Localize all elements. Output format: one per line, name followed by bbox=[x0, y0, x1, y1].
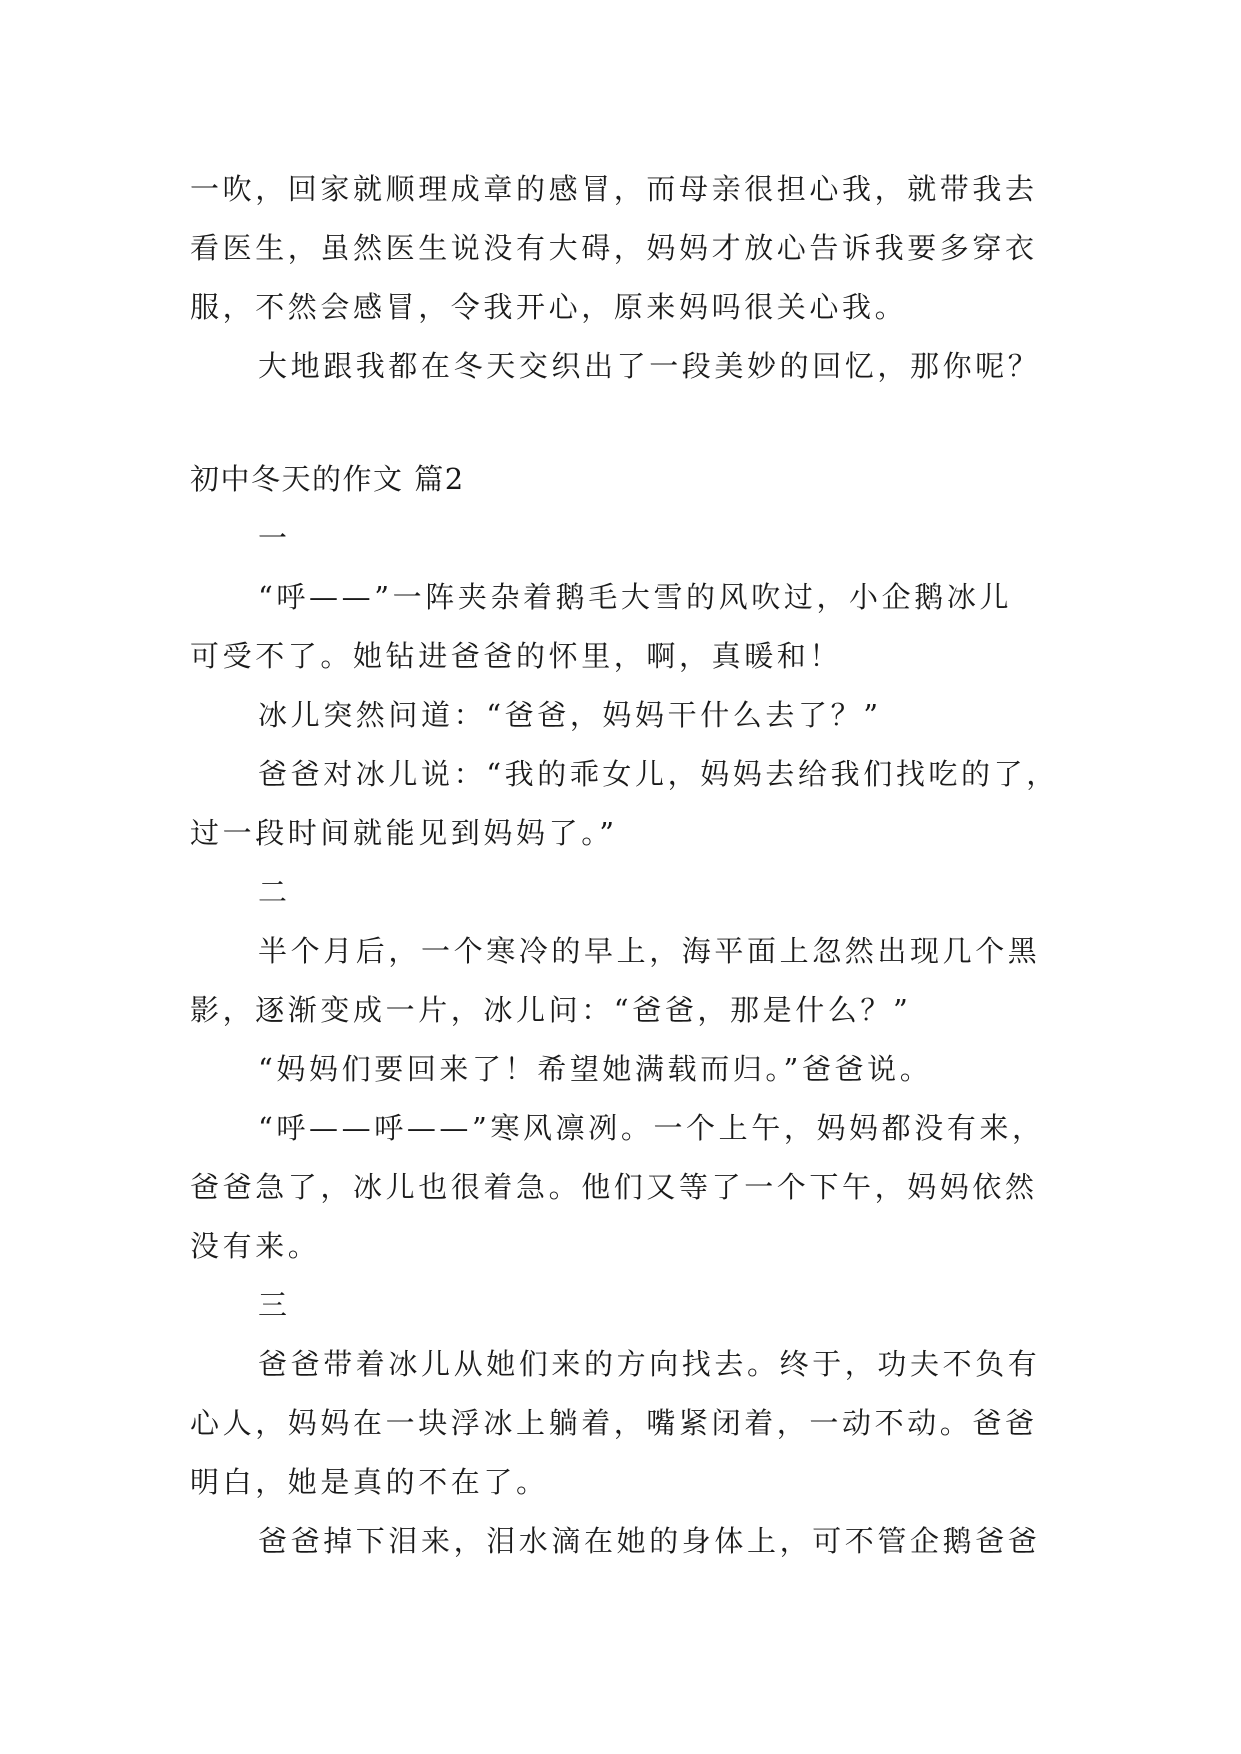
paragraph-line: 爸爸对冰儿说：“我的乖女儿，妈妈去给我们找吃的了， bbox=[258, 757, 1059, 791]
paragraph-line: 冰儿突然问道：“爸爸，妈妈干什么去了？” bbox=[258, 698, 882, 732]
paragraph-line: 心人，妈妈在一块浮冰上躺着，嘴紧闭着，一动不动。爸爸 bbox=[190, 1406, 1038, 1440]
section-marker: 一 bbox=[258, 521, 291, 555]
paragraph-line: 影，逐渐变成一片，冰儿问：“爸爸，那是什么？” bbox=[190, 993, 912, 1027]
section-marker: 二 bbox=[258, 875, 291, 909]
section-gap bbox=[190, 396, 1060, 450]
closing-line: 大地跟我都在冬天交织出了一段美妙的回忆，那你呢？ bbox=[258, 349, 1041, 383]
paragraph-line: 爸爸带着冰儿从她们来的方向找去。终于，功夫不负有 bbox=[258, 1347, 1041, 1381]
paragraph-line: 明白，她是真的不在了。 bbox=[190, 1465, 549, 1499]
section-marker: 三 bbox=[258, 1288, 291, 1322]
document-page bbox=[190, 160, 1060, 1571]
paragraph-line: 爸爸掉下泪来，泪水滴在她的身体上，可不管企鹅爸爸 bbox=[258, 1524, 1041, 1558]
paragraph-line: “妈妈们要回来了！希望她满载而归。”爸爸说。 bbox=[258, 1052, 933, 1086]
paragraph-line: 看医生，虽然医生说没有大碍，妈妈才放心告诉我要多穿衣 bbox=[190, 231, 1038, 265]
paragraph-line: 过一段时间就能见到妈妈了。” bbox=[190, 816, 618, 850]
paragraph-line: 没有来。 bbox=[190, 1229, 321, 1263]
paragraph-line: “呼——呼——”寒风凛冽。一个上午，妈妈都没有来， bbox=[258, 1111, 1045, 1145]
paragraph-line: 一吹，回家就顺理成章的感冒，而母亲很担心我，就带我去 bbox=[190, 172, 1038, 206]
paragraph-line: “呼——”一阵夹杂着鹅毛大雪的风吹过，小企鹅冰儿 bbox=[258, 580, 1013, 614]
paragraph-line: 可受不了。她钻进爸爸的怀里，啊，真暖和！ bbox=[190, 639, 843, 673]
essay-title: 初中冬天的作文 篇2 bbox=[190, 462, 465, 496]
paragraph-line: 服，不然会感冒，令我开心，原来妈吗很关心我。 bbox=[190, 290, 908, 324]
paragraph-line: 半个月后，一个寒冷的早上，海平面上忽然出现几个黑 bbox=[258, 934, 1041, 968]
paragraph-line: 爸爸急了，冰儿也很着急。他们又等了一个下午，妈妈依然 bbox=[190, 1170, 1038, 1204]
